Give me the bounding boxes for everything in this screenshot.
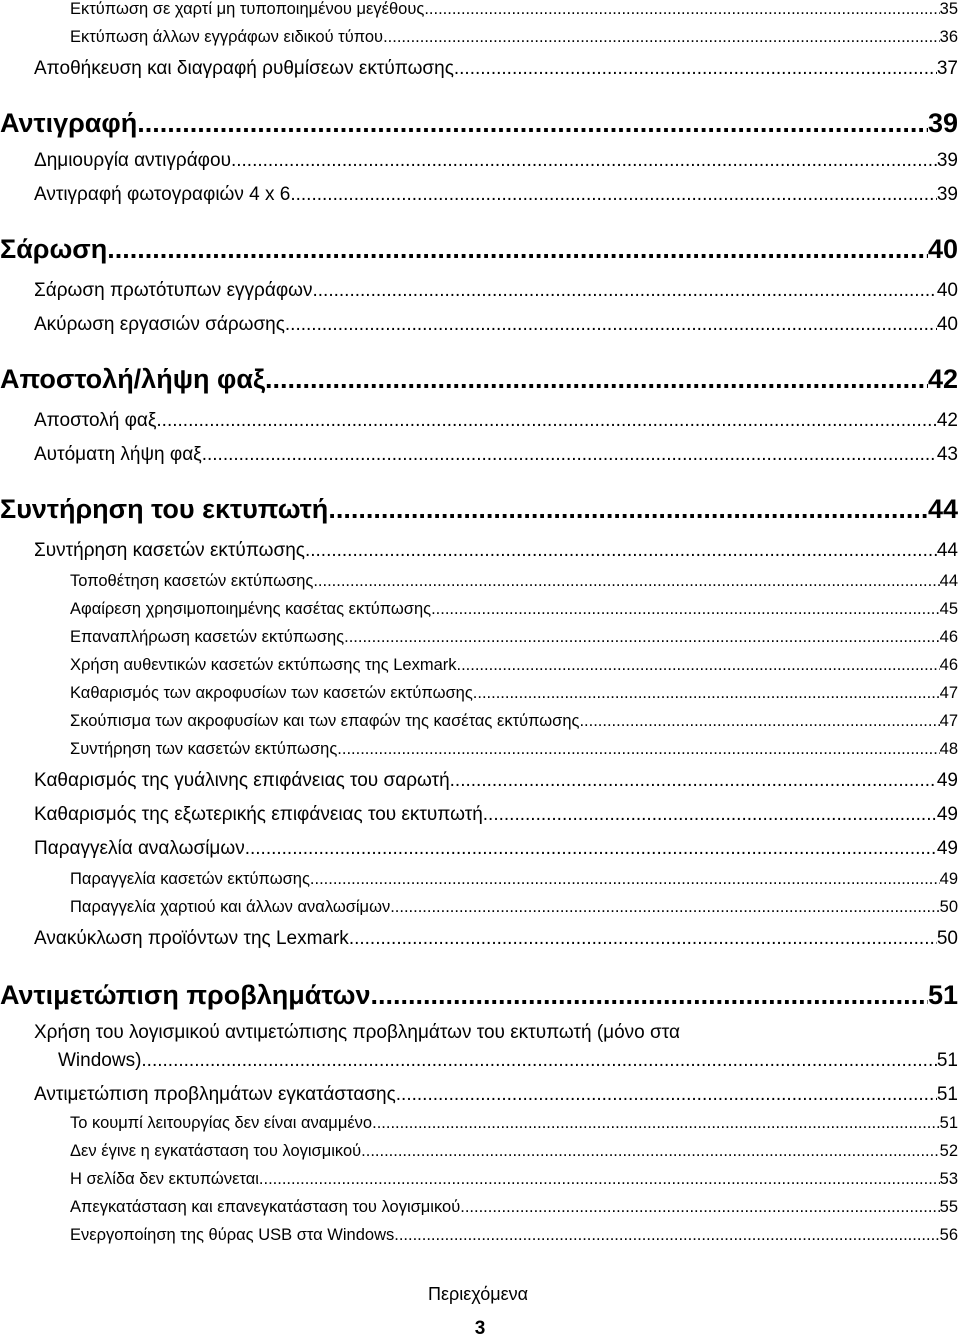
- toc-entry-page: 49: [936, 770, 958, 791]
- toc-entry-page: 44: [939, 572, 958, 590]
- dot-leader: [383, 28, 940, 47]
- toc-entry-page: 56: [939, 1226, 958, 1244]
- toc-entry-page: 43: [936, 444, 958, 465]
- dot-leader: [337, 740, 939, 759]
- toc-entry[interactable]: [58, 1050, 958, 1072]
- toc-entry-title: Αυτόματη λήψη φαξ: [34, 444, 202, 465]
- toc-entry-title: Δημιουργία αντιγράφου: [34, 150, 231, 171]
- dot-leader: [141, 1050, 936, 1072]
- dot-leader: [310, 870, 940, 889]
- toc-entry[interactable]: [70, 1170, 958, 1189]
- toc-entry-title: Παραγγελία κασετών εκτύπωσης: [70, 870, 310, 888]
- toc-chapter-entry[interactable]: [0, 108, 958, 139]
- toc-entry[interactable]: [34, 410, 958, 432]
- toc-chapter-entry[interactable]: [0, 364, 958, 395]
- toc-entry-title: Αντιμετώπιση προβλημάτων εγκατάστασης: [34, 1084, 396, 1105]
- toc-entry-page: 46: [939, 628, 958, 646]
- toc-entry[interactable]: [70, 1142, 958, 1161]
- dot-leader: [372, 1114, 940, 1133]
- toc-entry-title: Το κουμπί λειτουργίας δεν είναι αναμμένο: [70, 1114, 373, 1132]
- toc-entry-page: 39: [936, 150, 958, 171]
- toc-entry[interactable]: [34, 928, 958, 950]
- toc-chapter-page: 51: [927, 980, 958, 1010]
- toc-entry[interactable]: [70, 628, 958, 647]
- toc-entry-title: Επαναπλήρωση κασετών εκτύπωσης: [70, 628, 345, 646]
- dot-leader: [396, 1084, 937, 1106]
- dot-leader: [371, 980, 928, 1011]
- toc-entry[interactable]: [70, 656, 958, 675]
- toc-entry[interactable]: [70, 1198, 958, 1217]
- toc-entry-page: 37: [936, 58, 958, 79]
- toc-entry[interactable]: [34, 184, 958, 206]
- dot-leader: [457, 656, 940, 675]
- toc-entry[interactable]: [70, 1226, 958, 1245]
- dot-leader: [450, 770, 937, 792]
- toc-chapter-page: 44: [927, 494, 958, 524]
- dot-leader: [156, 410, 936, 432]
- dot-leader: [305, 540, 937, 562]
- toc-entry[interactable]: [70, 1114, 958, 1133]
- toc-entry-title: Εκτύπωση άλλων εγγράφων ειδικού τύπου: [70, 28, 384, 46]
- dot-leader: [349, 928, 937, 950]
- toc-entry-title: Δεν έγινε η εγκατάσταση του λογισμικού: [70, 1142, 362, 1160]
- toc-entry-page: 51: [936, 1084, 958, 1105]
- toc-chapter-title: Αντιμετώπιση προβλημάτων: [0, 980, 371, 1010]
- dot-leader: [231, 150, 937, 172]
- toc-entry-title: Ενεργοποίηση της θύρας USB στα Windows: [70, 1226, 395, 1244]
- toc-entry-page: 42: [936, 410, 958, 431]
- toc-entry-title: Τοποθέτηση κασετών εκτύπωσης: [70, 572, 314, 590]
- toc-entry-title: Χρήση αυθεντικών κασετών εκτύπωσης της Lexmark: [70, 656, 457, 674]
- toc-entry[interactable]: [34, 1084, 958, 1106]
- toc-entry-page: 35: [939, 0, 958, 18]
- toc-chapter-title: Αποστολή/λήψη φαξ: [0, 364, 265, 394]
- toc-entry-title: Αντιγραφή φωτογραφιών 4 x 6: [34, 184, 291, 205]
- toc-chapter-entry[interactable]: [0, 494, 958, 525]
- toc-chapter-title: Συντήρηση του εκτυπωτή: [0, 494, 329, 524]
- dot-leader: [313, 572, 939, 591]
- toc-entry-page: 46: [939, 656, 958, 674]
- toc-entry-title: Ανακύκλωση προϊόντων της Lexmark: [34, 928, 349, 949]
- toc-entry-page: 47: [939, 712, 958, 730]
- toc-entry-page: 50: [939, 898, 958, 916]
- toc-entry-title: Εκτύπωση σε χαρτί μη τυποποιημένου μεγέθους: [70, 0, 425, 18]
- dot-leader: [361, 1142, 939, 1161]
- dot-leader: [290, 184, 937, 206]
- toc-entry-title: Σάρωση πρωτότυπων εγγράφων: [34, 280, 313, 301]
- toc-entry-title: Καθαρισμός της εξωτερικής επιφάνειας του εκτυπωτή: [34, 804, 483, 825]
- toc-entry-page: 48: [939, 740, 958, 758]
- toc-entry-page: 40: [936, 280, 958, 301]
- toc-entry-page: 49: [939, 870, 958, 888]
- toc-chapter-page: 42: [927, 364, 958, 394]
- dot-leader: [390, 898, 939, 917]
- toc-entry[interactable]: [70, 28, 958, 47]
- toc-entry-title: Ακύρωση εργασιών σάρωσης: [34, 314, 285, 335]
- toc-entry[interactable]: [70, 870, 958, 889]
- dot-leader: [313, 280, 937, 302]
- toc-entry[interactable]: [70, 898, 958, 917]
- toc-entry[interactable]: [34, 58, 958, 80]
- toc-chapter-page: 39: [927, 108, 958, 138]
- toc-entry-title: Απεγκατάσταση και επανεγκατάσταση του λογισμικού: [70, 1198, 461, 1216]
- dot-leader: [579, 712, 939, 731]
- toc-entry-title: Παραγγελία χαρτιού και άλλων αναλωσίμων: [70, 898, 391, 916]
- dot-leader: [460, 1198, 939, 1217]
- toc-entry[interactable]: [70, 572, 958, 591]
- dot-leader: [473, 684, 940, 703]
- toc-entry-title: Αποστολή φαξ: [34, 410, 157, 431]
- toc-entry-page: 49: [936, 838, 958, 859]
- dot-leader: [259, 1170, 940, 1189]
- dot-leader: [394, 1226, 939, 1245]
- dot-leader: [202, 444, 937, 466]
- toc-entry-page: 49: [936, 804, 958, 825]
- toc-entry[interactable]: [70, 600, 958, 619]
- dot-leader: [107, 234, 928, 265]
- toc-entry[interactable]: [34, 540, 958, 562]
- toc-entry[interactable]: [34, 444, 958, 466]
- toc-entry[interactable]: [34, 314, 958, 336]
- toc-chapter-page: 40: [927, 234, 958, 264]
- toc-entry[interactable]: [70, 740, 958, 759]
- dot-leader: [265, 364, 928, 395]
- dot-leader: [454, 58, 937, 80]
- footer-section-label: Περιεχόμενα: [427, 1284, 529, 1304]
- toc-chapter-entry[interactable]: [0, 980, 958, 1011]
- toc-chapter-title: Αντιγραφή: [0, 108, 138, 138]
- dot-leader: [431, 600, 940, 619]
- dot-leader: [328, 494, 928, 525]
- toc-entry-title: Καθαρισμός της γυάλινης επιφάνειας του σαρωτή: [34, 770, 450, 791]
- toc-entry-page: 51: [936, 1050, 958, 1071]
- toc-entry-title: Συντήρηση κασετών εκτύπωσης: [34, 540, 305, 561]
- dot-leader: [285, 314, 937, 336]
- toc-entry[interactable]: [34, 770, 958, 792]
- dot-leader: [245, 838, 937, 860]
- toc-entry-page: 45: [939, 600, 958, 618]
- toc-entry-title: Αποθήκευση και διαγραφή ρυθμίσεων εκτύπωσης: [34, 58, 454, 79]
- dot-leader: [344, 628, 940, 647]
- toc-entry-page: 40: [936, 314, 958, 335]
- toc-entry-title: Αφαίρεση χρησιμοποιημένης κασέτας εκτύπωσης: [70, 600, 432, 618]
- toc-entry-page: 36: [939, 28, 958, 46]
- toc-entry-title-line-2: Windows): [58, 1050, 142, 1071]
- toc-entry-page: 50: [936, 928, 958, 949]
- toc-entry-page: 51: [939, 1114, 958, 1132]
- toc-entry[interactable]: [34, 150, 958, 172]
- toc-entry-page: 52: [939, 1142, 958, 1160]
- toc-entry-title: Σκούπισμα των ακροφυσίων και των επαφών της κασέτας εκτύπωσης: [70, 712, 580, 730]
- toc-entry-page: 55: [939, 1198, 958, 1216]
- dot-leader: [137, 108, 928, 139]
- toc-entry-title: Η σελίδα δεν εκτυπώνεται: [70, 1170, 259, 1188]
- dot-leader: [483, 804, 937, 826]
- dot-leader: [424, 0, 939, 19]
- toc-chapter-title: Σάρωση: [0, 234, 108, 264]
- toc-entry[interactable]: [70, 0, 958, 19]
- toc-entry[interactable]: [34, 280, 958, 302]
- toc-entry[interactable]: [70, 684, 958, 703]
- toc-entry-title: Καθαρισμός των ακροφυσίων των κασετών εκτύπωσης: [70, 684, 473, 702]
- toc-entry-title-line-1[interactable]: Χρήση του λογισμικού αντιμετώπισης προβλημάτων του εκτυπωτή (μόνο στα: [34, 1022, 680, 1043]
- toc-entry-page: 53: [939, 1170, 958, 1188]
- toc-entry[interactable]: [34, 838, 958, 860]
- toc-entry[interactable]: [70, 712, 958, 731]
- toc-entry[interactable]: [34, 804, 958, 826]
- toc-entry-title: Παραγγελία αναλωσίμων: [34, 838, 245, 859]
- toc-entry-title: Συντήρηση των κασετών εκτύπωσης: [70, 740, 338, 758]
- toc-entry-page: 39: [936, 184, 958, 205]
- toc-entry-page: 44: [936, 540, 958, 561]
- toc-chapter-entry[interactable]: [0, 234, 958, 265]
- toc-entry-page: 47: [939, 684, 958, 702]
- footer-page-number: 3: [474, 1318, 486, 1339]
